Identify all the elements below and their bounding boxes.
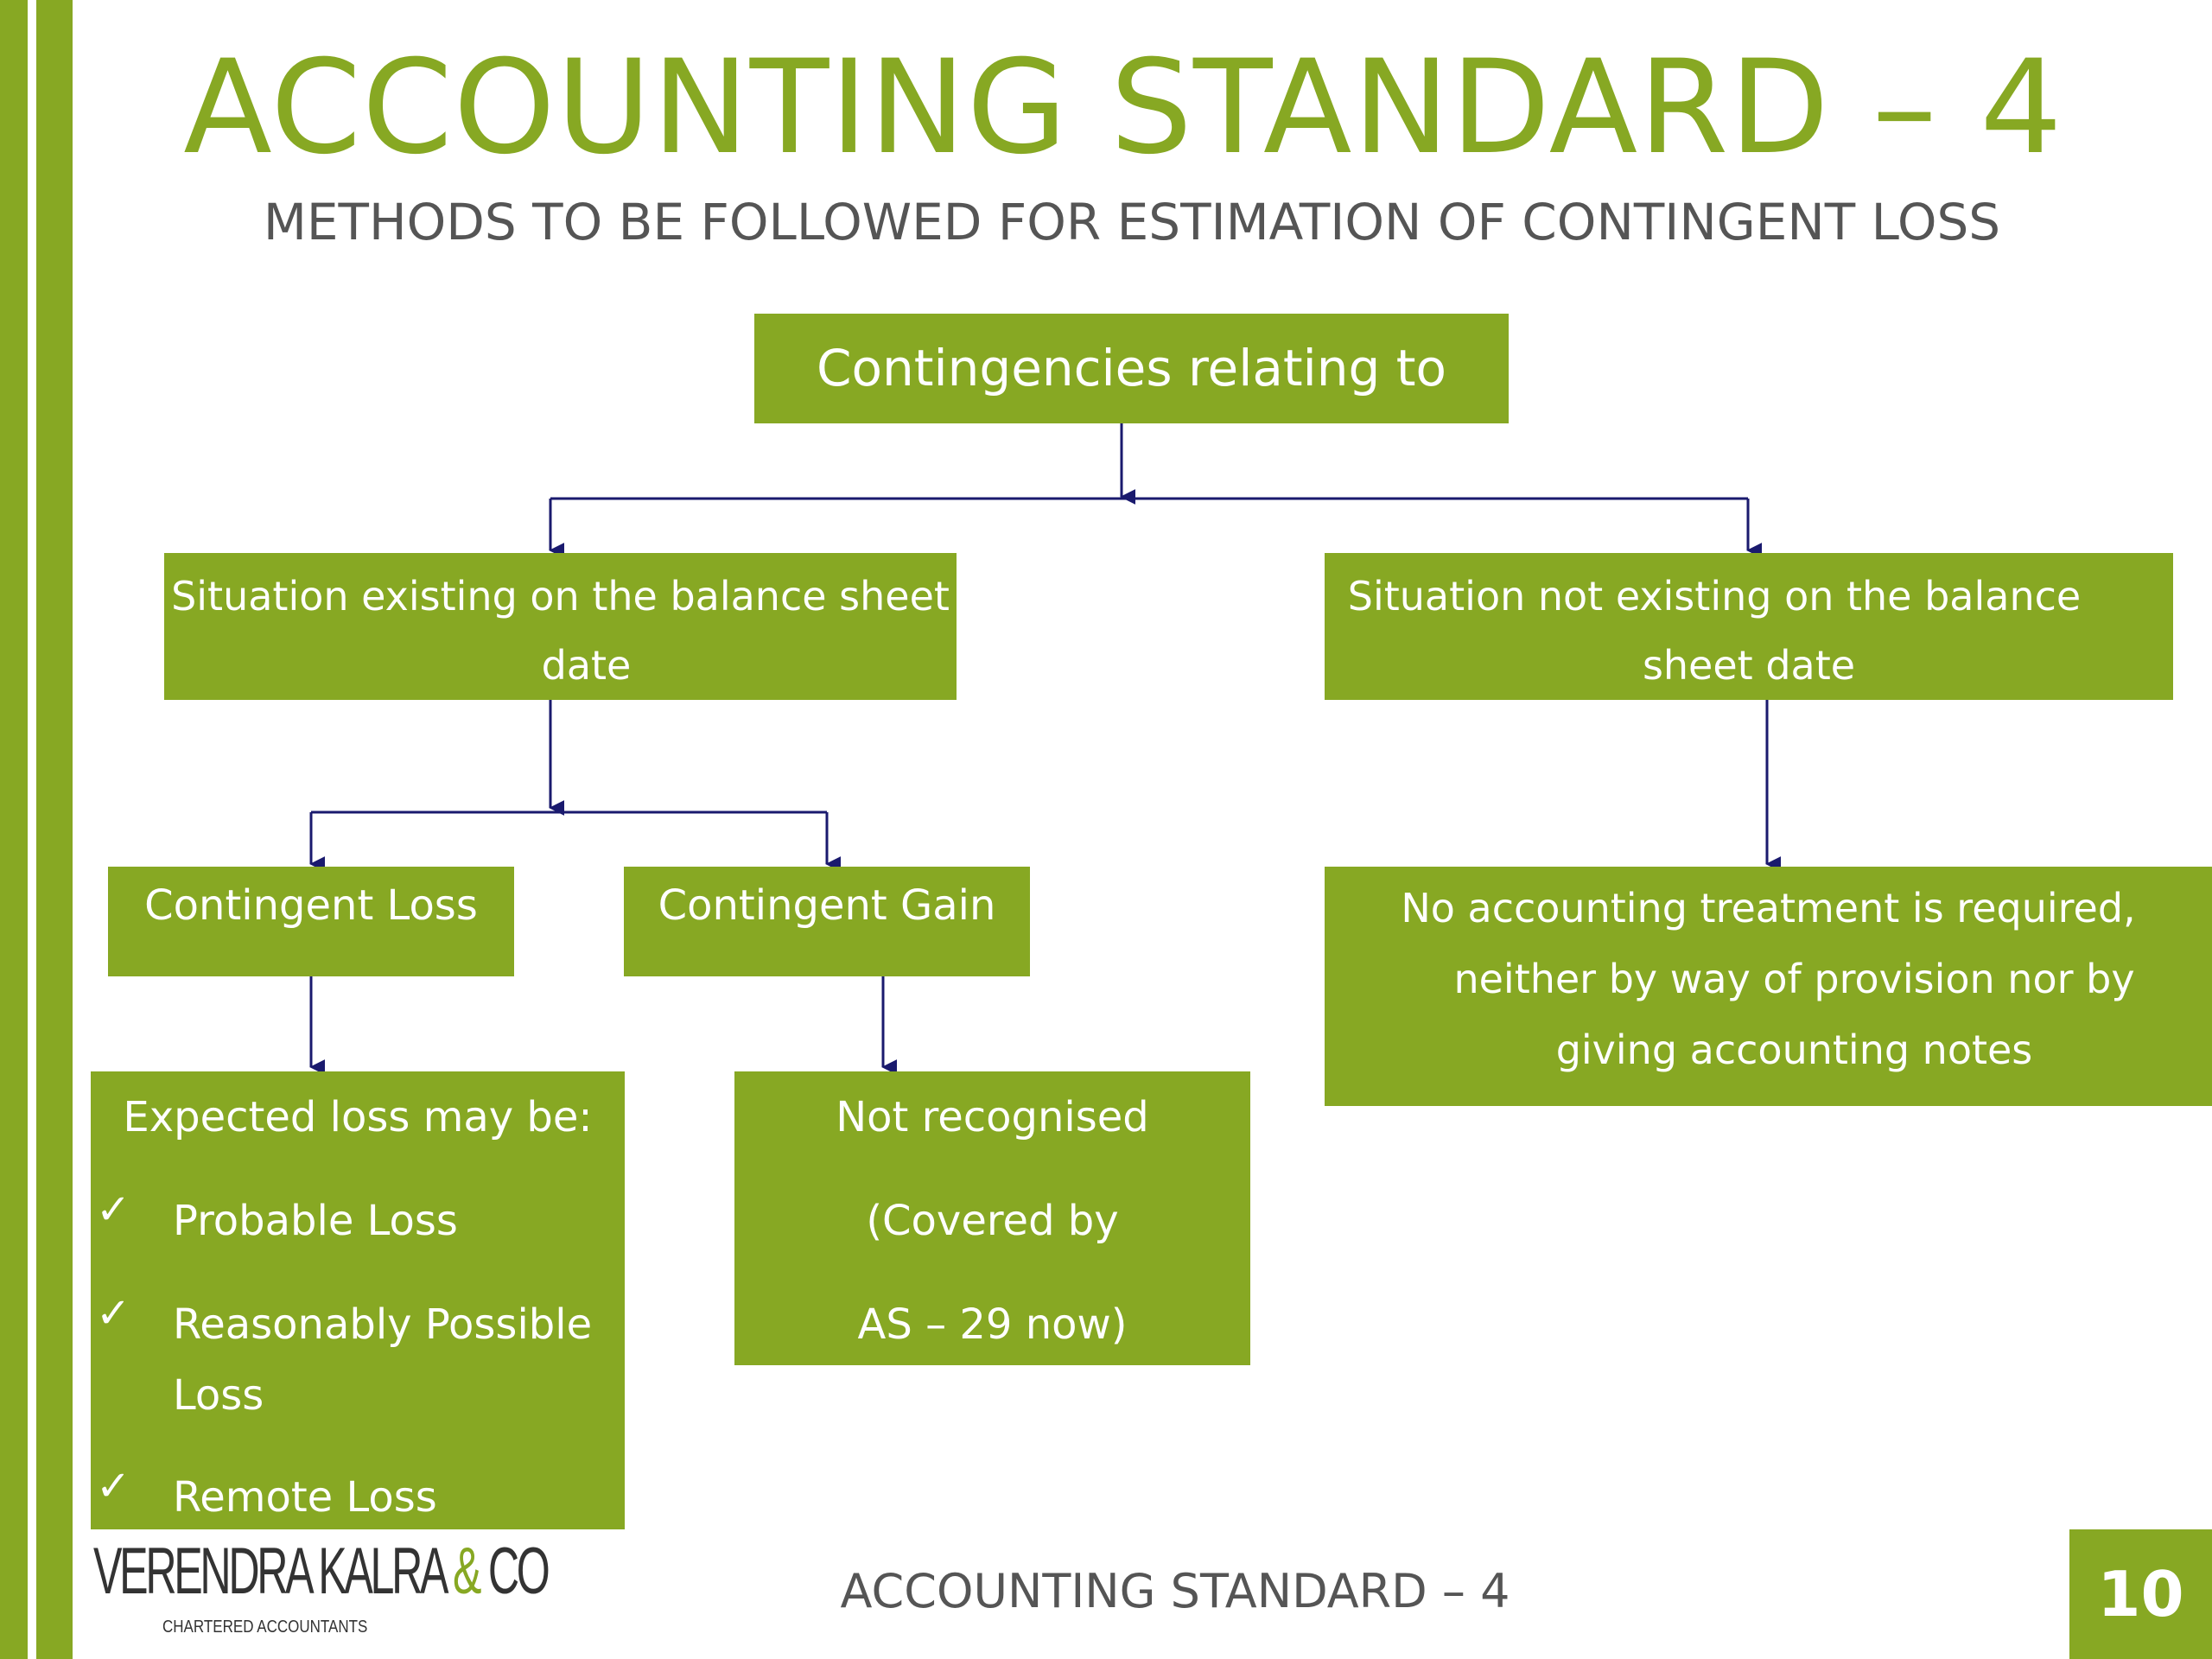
expected-loss-heading: Expected loss may be: (123, 1093, 593, 1141)
no-treatment-line-1: No accounting treatment is required, (1401, 885, 2136, 931)
contingent-gain-label: Contingent Gain (658, 881, 996, 930)
no-treatment-line-2: neither by way of provision nor by (1453, 956, 2135, 1002)
not-existing-situation-line-2: sheet date (1642, 642, 1856, 689)
no-treatment-box (1325, 867, 2212, 1106)
firm-logo-wordmark (93, 1536, 548, 1607)
checkmark-icon: ✓ (96, 1462, 131, 1510)
not-recognised-line-2: (Covered by (866, 1197, 1119, 1245)
page-number: 10 (2069, 1529, 2212, 1659)
existing-situation-line-1: Situation existing on the balance sheet (171, 573, 950, 620)
contingent-gain-box (624, 867, 1030, 976)
firm-logo-ampersand: & (453, 1535, 480, 1608)
root-box-label: Contingencies relating to (817, 339, 1446, 397)
contingent-loss-label: Contingent Loss (144, 881, 478, 930)
checkmark-icon: ✓ (96, 1289, 131, 1338)
existing-situation-box (164, 553, 957, 700)
firm-logo-name: VERENDRA KALRA (93, 1535, 444, 1608)
not-recognised-line-3: AS – 29 now) (857, 1300, 1128, 1349)
expected-loss-box (91, 1071, 625, 1529)
contingent-loss-box (108, 867, 514, 976)
firm-logo-tagline: CHARTERED ACCOUNTANTS (162, 1618, 368, 1637)
expected-loss-item-label: Reasonably Possible (173, 1300, 593, 1349)
expected-loss-item-label: Probable Loss (173, 1197, 458, 1245)
root-box (754, 314, 1509, 423)
firm-logo-co: CO (487, 1535, 548, 1608)
page-title: ACCOUNTING STANDARD – 4 (183, 33, 2063, 183)
firm-logo (93, 1535, 548, 1640)
checkmark-icon: ✓ (96, 1185, 131, 1234)
footer-title: ACCOUNTING STANDARD – 4 (840, 1564, 1510, 1618)
expected-loss-item-label-cont: Loss (173, 1371, 264, 1420)
not-existing-situation-box (1325, 553, 2173, 700)
not-recognised-line-1: Not recognised (836, 1093, 1149, 1141)
expected-loss-item-label: Remote Loss (173, 1473, 437, 1522)
existing-situation-line-2: date (541, 642, 632, 689)
not-recognised-box (734, 1071, 1250, 1365)
not-existing-situation-line-1: Situation not existing on the balance (1347, 573, 2082, 620)
no-treatment-line-3: giving accounting notes (1555, 1027, 2033, 1073)
page-subtitle: METHODS TO BE FOLLOWED FOR ESTIMATION OF CONTINGENT LOSS (263, 193, 2001, 251)
